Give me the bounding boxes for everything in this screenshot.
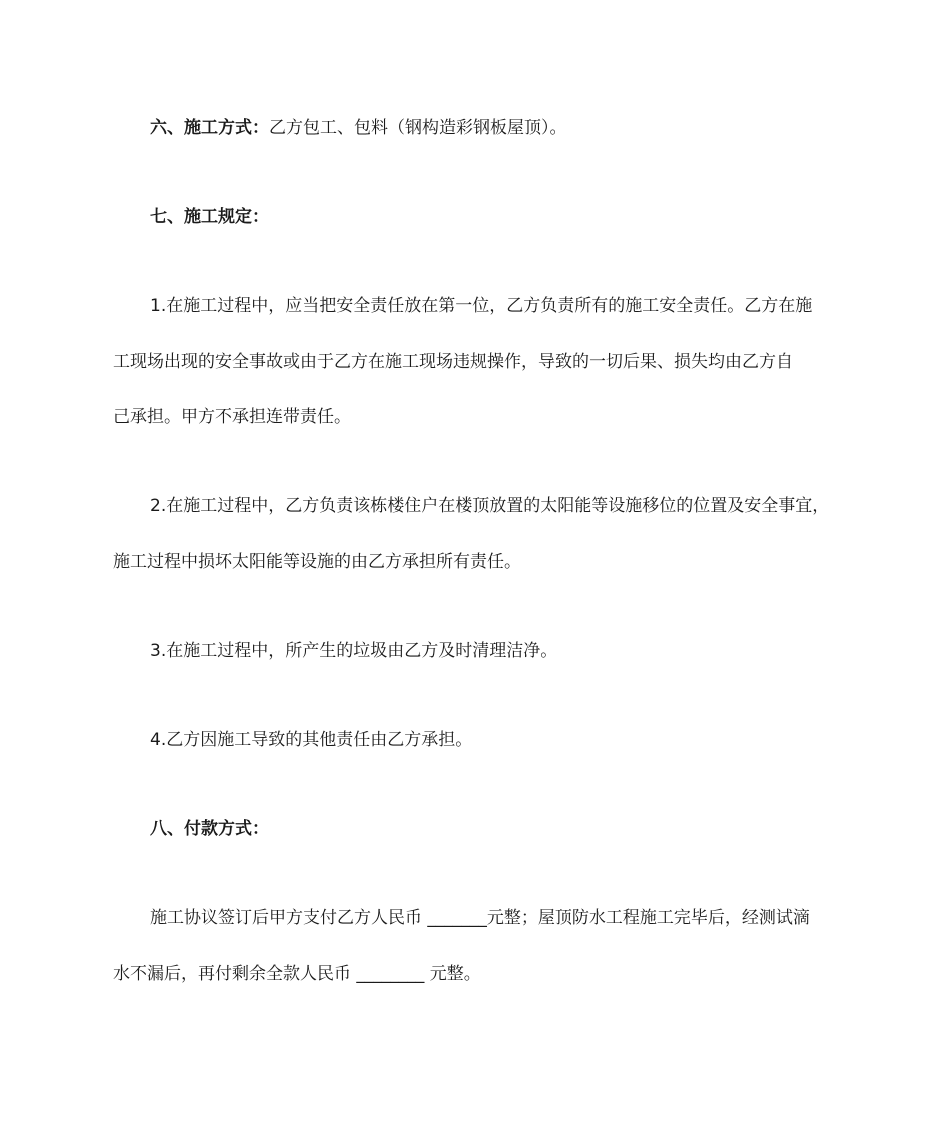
- section-7-p2-line-1: 2.在施工过程中，乙方负责该栋楼住户在楼顶放置的太阳能等设施移位的位置及安全事宜，: [150, 496, 830, 516]
- section-7-p1-line-2: 工现场出现的安全事故或由于乙方在施工现场违规操作，导致的一切后果、损失均由乙方自: [113, 352, 793, 372]
- section-7-p1-line-3: 己承担。甲方不承担连带责任。: [113, 407, 351, 427]
- section-6-paragraph: [150, 117, 870, 139]
- section-7-heading: 七、施工规定：: [150, 207, 269, 227]
- section-8-p1-line-1: 施工协议签订后甲方支付乙方人民币 _______元整；屋顶防水工程施工完毕后，经测试滴: [150, 908, 810, 928]
- section-7-p4: 4.乙方因施工导致的其他责任由乙方承担。: [150, 730, 473, 750]
- section-7-p2-line-2: 施工过程中损坏太阳能等设施的由乙方承担所有责任。: [113, 552, 521, 572]
- section-6-text: 乙方包工、包料（钢构造彩钢板屋顶）。: [269, 118, 567, 138]
- section-6-heading: 六、施工方式：: [150, 118, 269, 138]
- section-8-heading: 八、付款方式：: [150, 819, 269, 839]
- section-7-p1-line-1: 1.在施工过程中，应当把安全责任放在第一位，乙方负责所有的施工安全责任。乙方在施: [150, 296, 813, 316]
- section-8-p1-line-2: 水不漏后，再付剩余全款人民币 ________ 元整。: [113, 964, 481, 984]
- section-7-p3: 3.在施工过程中，所产生的垃圾由乙方及时清理洁净。: [150, 641, 558, 661]
